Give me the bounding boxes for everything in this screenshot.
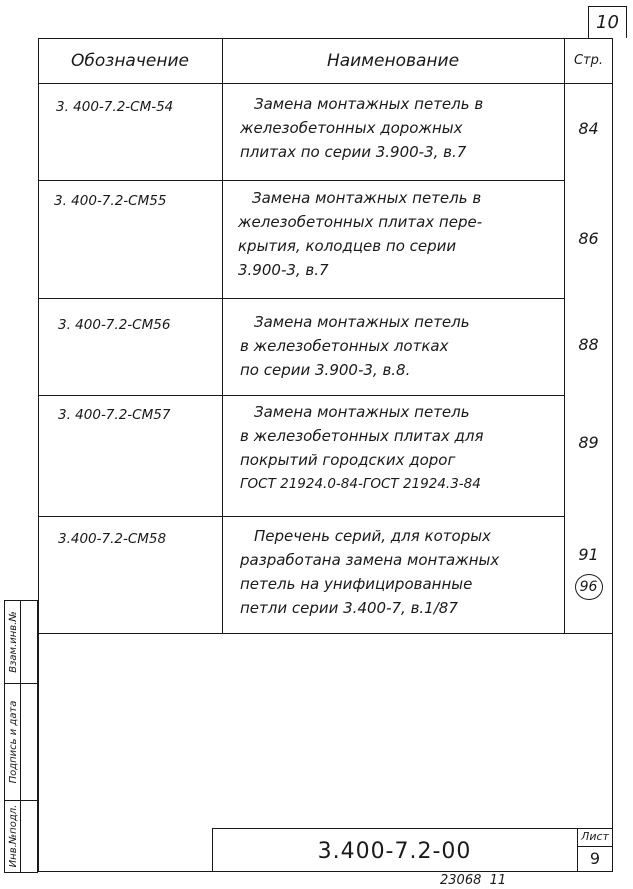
row-code: 3. 400-7.2-СМ56: [58, 317, 171, 333]
table-bottom-line: [38, 633, 613, 634]
stamp-sheet-number: 9: [589, 849, 601, 868]
header-divider: [38, 83, 613, 84]
row-name-line: Замена монтажных петель: [254, 313, 470, 331]
row-name-line: крытия, колодцев по серии: [238, 237, 457, 255]
side-divider: [4, 683, 38, 684]
side-inner-line: [20, 600, 21, 872]
row-divider: [38, 180, 564, 181]
row-code: 3. 400-7.2-СМ-54: [56, 99, 174, 115]
row-page: 88: [578, 335, 599, 354]
row-name-line: Замена монтажных петель в: [254, 95, 484, 113]
inventory-number: 23068 11: [440, 873, 507, 888]
header-name: Наименование: [326, 50, 460, 71]
row-name-line: 3.900-3, в.7: [238, 261, 329, 279]
row-name-line: ГОСТ 21924.0-84-ГОСТ 21924.3-84: [240, 476, 481, 492]
row-page: 89: [578, 433, 599, 452]
stamp-top-line: [212, 828, 613, 829]
row-name-line: разработана замена монтажных: [240, 551, 500, 569]
row-code: 3.400-7.2-СМ58: [58, 531, 167, 547]
row-divider: [38, 298, 564, 299]
row-name: [240, 400, 562, 496]
corner-page-number: 10: [596, 11, 619, 33]
row-name-line: петли серии 3.400-7, в.1/87: [240, 599, 458, 617]
row-name-line: покрытий городских дорог: [240, 451, 456, 469]
row-name-line: в железобетонных плитах для: [240, 427, 484, 445]
header-page: Стр.: [573, 53, 604, 68]
row-name-line: железобетонных плитах пере-: [238, 213, 483, 231]
row-name-line: плитах по серии 3.900-3, в.7: [240, 143, 467, 161]
row-name-line: в железобетонных лотках: [240, 337, 449, 355]
row-name: [240, 310, 558, 382]
row-name: [240, 524, 562, 620]
header-designation: Обозначение: [71, 50, 189, 71]
side-label-podpis: Подпись и дата: [8, 700, 19, 784]
row-name-line: Замена монтажных петель: [254, 403, 470, 421]
row-name-line: Перечень серий, для которых: [254, 527, 491, 545]
column-divider: [222, 38, 223, 633]
stamp-sheet-label-line: [577, 846, 613, 847]
stamp-sheet-label: Лист: [581, 830, 609, 843]
row-name-line: Замена монтажных петель в: [252, 189, 482, 207]
row-name-line: железобетонных дорожных: [240, 119, 463, 137]
row-name-line: по серии 3.900-3, в.8.: [240, 361, 411, 379]
row-code: 3. 400-7.2-СМ57: [58, 407, 171, 423]
side-divider: [4, 600, 38, 601]
row-page: 91: [578, 545, 599, 564]
circled-page-number: 96: [575, 574, 603, 600]
row-page-circled: [564, 574, 613, 600]
side-label-vzam: Взам.инв.№: [8, 611, 19, 673]
stamp-document-code: 3.400-7.2-00: [317, 838, 472, 864]
row-divider: [38, 395, 564, 396]
row-page: 86: [578, 229, 599, 248]
row-name: [238, 186, 560, 282]
row-code: 3. 400-7.2-СМ55: [54, 193, 167, 209]
row-name: [240, 92, 558, 164]
row-name-line: петель на унифицированные: [240, 575, 473, 593]
side-label-inv-podl: Инв.№подл.: [8, 804, 19, 868]
row-divider: [38, 516, 564, 517]
row-page: 84: [578, 119, 599, 138]
